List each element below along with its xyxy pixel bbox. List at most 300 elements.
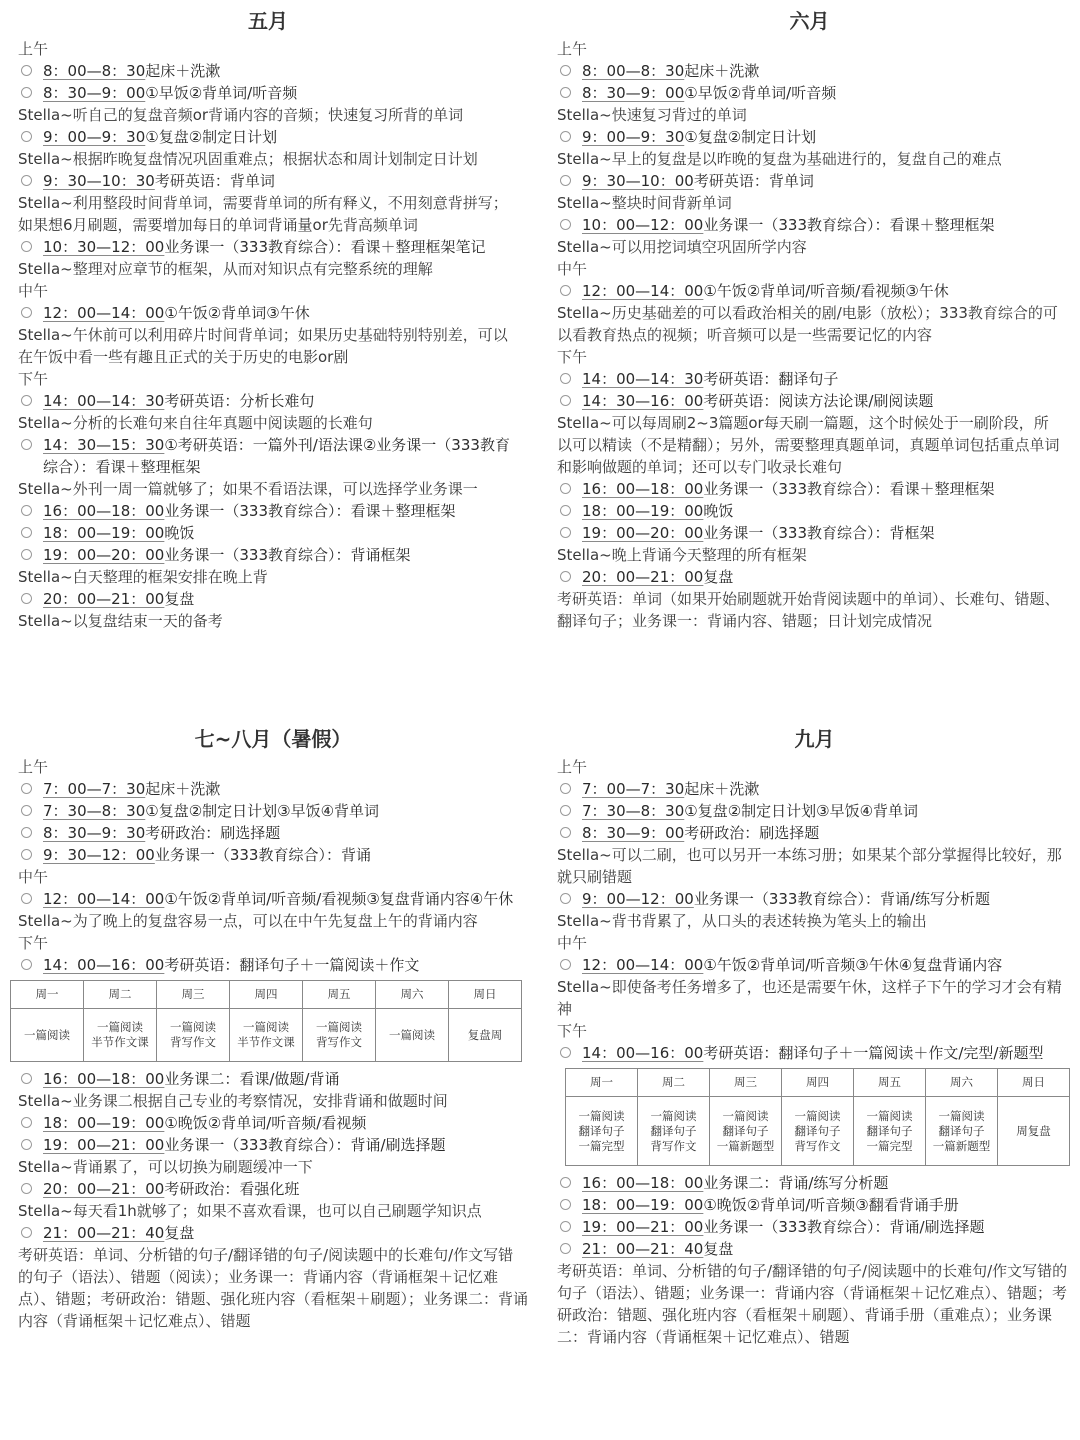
checkbox-circle-icon[interactable] (21, 827, 32, 838)
cell-task: 一篇阅读 (794, 1108, 841, 1123)
tip-note: Stella~晚上背诵今天整理的所有框架 (557, 546, 807, 564)
activity-text: 复盘 (164, 590, 195, 608)
schedule-item-body (43, 888, 528, 910)
checkbox-circle-icon[interactable] (560, 893, 571, 904)
checkbox-circle-icon[interactable] (560, 219, 571, 230)
time-of-day-heading: 上午 (18, 758, 49, 776)
schedule-item (18, 302, 518, 324)
schedule-item-body (582, 954, 1072, 976)
activity-text: 业务课一（333教育综合）：背诵框架 (164, 546, 411, 564)
activity-text: ①早饭②背单词/听音频 (684, 84, 837, 102)
month-title: 七~八月（暑假） (194, 727, 352, 751)
tip-note: Stella~业务课二根据自己专业的考察情况，安排背诵和做题时间 (18, 1092, 448, 1110)
schedule-item-body (582, 280, 1062, 302)
time-range: 14：00—14：30 (582, 370, 704, 388)
checkbox-circle-icon[interactable] (560, 805, 571, 816)
time-range: 7：30—8：30 (43, 802, 146, 820)
cell-task: 一篇阅读 (24, 1027, 70, 1042)
activity-text: 考研政治：看强化班 (164, 1180, 300, 1198)
tip-note: Stella~早上的复盘是以昨晚的复盘为基础进行的，复盘自己的难点 (557, 150, 1002, 168)
table-cell (303, 1009, 376, 1062)
activity-text: 业务课一（333教育综合）：看课＋整理框架 (703, 216, 995, 234)
cell-task: 一篇新题型 (716, 1138, 775, 1153)
tip-note: Stella~背书背累了，从口头的表述转换为笔头上的输出 (557, 912, 927, 930)
schedule-item (18, 434, 518, 478)
checkbox-circle-icon[interactable] (21, 593, 32, 604)
checkbox-circle-icon[interactable] (21, 527, 32, 538)
schedule-item (18, 954, 528, 976)
time-range: 19：00—21：00 (43, 1136, 165, 1154)
schedule-item-body (43, 82, 518, 104)
schedule-item-body (43, 522, 518, 544)
checkbox-circle-icon[interactable] (560, 373, 571, 384)
activity-text: ①复盘②制定日计划③早饭④背单词 (145, 802, 380, 820)
schedule-item-body (43, 390, 518, 412)
cell-task: 一篇阅读 (389, 1027, 435, 1042)
schedule-item (18, 1178, 528, 1200)
schedule-item-body (43, 236, 518, 258)
checkbox-circle-icon[interactable] (560, 131, 571, 142)
schedule-item (18, 822, 528, 844)
schedule-item (18, 1222, 528, 1244)
checkbox-circle-icon[interactable] (21, 505, 32, 516)
activity-text: ①午饭②背单词/听音频③午休④复盘背诵内容 (703, 956, 1003, 974)
cell-task: 一篇新题型 (932, 1138, 991, 1153)
time-of-day-heading: 下午 (557, 348, 588, 366)
time-range: 18：00—19：00 (43, 524, 165, 542)
cell-task: 背写作文 (650, 1138, 697, 1153)
weekday-header: 周三 (157, 981, 230, 1009)
checkbox-circle-icon[interactable] (21, 395, 32, 406)
cell-task: 一篇阅读 (578, 1108, 625, 1123)
checkbox-circle-icon[interactable] (560, 87, 571, 98)
checkbox-circle-icon[interactable] (21, 783, 32, 794)
schedule-item (557, 500, 1062, 522)
checkbox-circle-icon[interactable] (21, 307, 32, 318)
weekday-header: 周日 (449, 981, 522, 1009)
checkbox-circle-icon[interactable] (560, 1243, 571, 1254)
cell-task: 半节作文课 (237, 1035, 295, 1049)
time-range: 18：00—19：00 (43, 1114, 165, 1132)
checkbox-circle-icon[interactable] (21, 893, 32, 904)
cell-task: 翻译句子 (938, 1123, 985, 1138)
activity-text: 业务课一（333教育综合）：背诵 (154, 846, 371, 864)
schedule-item-body (43, 126, 518, 148)
activity-text: ①早饭②背单词/听音频 (145, 84, 298, 102)
table-cell (782, 1097, 854, 1166)
schedule-item (18, 500, 518, 522)
tip-note: Stella~每天看1h就够了；如果不喜欢看课，也可以自己刷题学知识点 (18, 1202, 482, 1220)
activity-text: 业务课一（333教育综合）：看课＋整理框架 (703, 480, 995, 498)
table-row (566, 1097, 1070, 1166)
checkbox-circle-icon[interactable] (21, 849, 32, 860)
schedule-item-body (43, 1222, 528, 1244)
weekday-header: 周六 (926, 1069, 998, 1097)
tip-note: Stella~午休前可以利用碎片时间背单词；如果历史基础特别特别差，可以在午饭中看一些有趣且正式的关于历史的电影or剧 (18, 326, 508, 366)
time-range: 20：00—21：00 (582, 568, 704, 586)
weekday-header: 周一 (11, 981, 84, 1009)
activity-text: 业务课一（333教育综合）：背诵/刷选择题 (703, 1218, 985, 1236)
schedule-item (557, 1194, 1072, 1216)
activity-text: 考研英语：分析长难句 (164, 392, 315, 410)
checkbox-circle-icon[interactable] (560, 65, 571, 76)
activity-text: ①午饭②背单词③午休 (164, 304, 310, 322)
schedule-item-body (43, 544, 518, 566)
time-of-day-heading: 中午 (18, 868, 49, 886)
checkbox-circle-icon[interactable] (560, 527, 571, 538)
time-range: 14：30—15：30 (43, 436, 165, 454)
time-of-day-heading: 中午 (557, 934, 588, 952)
time-of-day-heading: 上午 (557, 758, 588, 776)
checkbox-circle-icon[interactable] (21, 959, 32, 970)
table-row (11, 1009, 522, 1062)
time-range: 16：00—18：00 (43, 502, 165, 520)
cell-task: 一篇完型 (578, 1138, 625, 1153)
schedule-item-body (582, 478, 1062, 500)
schedule-item-body (43, 170, 518, 192)
activity-text: 起床＋洗漱 (145, 780, 221, 798)
cell-task: 翻译句子 (722, 1123, 769, 1138)
cell-task: 翻译句子 (578, 1123, 625, 1138)
cell-task: 一篇阅读 (170, 1020, 216, 1034)
weekday-header: 周日 (998, 1069, 1070, 1097)
schedule-item-body (582, 60, 1062, 82)
weekday-header: 周三 (710, 1069, 782, 1097)
schedule-item-body (43, 1068, 528, 1090)
activity-text: 考研英语：翻译句子＋一篇阅读＋作文 (164, 956, 420, 974)
checkbox-circle-icon[interactable] (560, 827, 571, 838)
time-range: 10：00—12：00 (582, 216, 704, 234)
tip-note: Stella~分析的长难句来自往年真题中阅读题的长难句 (18, 414, 373, 432)
schedule-item (18, 888, 528, 910)
schedule-item-body (43, 302, 518, 324)
time-range: 21：00—21：40 (43, 1224, 165, 1242)
schedule-item (557, 1042, 1072, 1064)
table-cell (230, 1009, 303, 1062)
activity-text: 业务课一（333教育综合）：背诵/练写分析题 (693, 890, 990, 908)
checkbox-circle-icon[interactable] (560, 1221, 571, 1232)
cell-task: 背写作文 (170, 1035, 216, 1049)
schedule-item-body (582, 1216, 1072, 1238)
time-range: 9：00—12：00 (582, 890, 694, 908)
time-range: 9：00—9：30 (582, 128, 685, 146)
schedule-item-body (43, 954, 528, 976)
activity-text: 复盘 (703, 568, 734, 586)
checkbox-circle-icon[interactable] (21, 1139, 32, 1150)
tip-note: Stella~可以用挖词填空巩固所学内容 (557, 238, 807, 256)
checkbox-circle-icon[interactable] (21, 131, 32, 142)
schedule-item (18, 544, 518, 566)
checkbox-circle-icon[interactable] (560, 959, 571, 970)
activity-text: 复盘 (164, 1224, 195, 1242)
cell-task: 翻译句子 (794, 1123, 841, 1138)
tip-note: Stella~整块时间背新单词 (557, 194, 732, 212)
activity-text: 考研政治：刷选择题 (684, 824, 820, 842)
schedule-item (557, 822, 1072, 844)
table-cell (998, 1097, 1070, 1166)
time-range: 7：30—8：30 (582, 802, 685, 820)
time-range: 9：30—10：30 (43, 172, 155, 190)
table-cell (854, 1097, 926, 1166)
activity-text: 业务课二：看课/做题/背诵 (164, 1070, 340, 1088)
schedule-item (557, 280, 1062, 302)
tip-note: Stella~快速复习背过的单词 (557, 106, 747, 124)
checkbox-circle-icon[interactable] (560, 1199, 571, 1210)
weekday-header: 周六 (376, 981, 449, 1009)
schedule-item (557, 954, 1072, 976)
checkbox-circle-icon[interactable] (560, 285, 571, 296)
time-range: 14：00—16：00 (582, 1044, 704, 1062)
schedule-item-body (582, 1172, 1072, 1194)
schedule-item-body (582, 522, 1062, 544)
time-range: 9：30—12：00 (43, 846, 155, 864)
activity-text: ①午饭②背单词/听音频/看视频③复盘背诵内容④午休 (164, 890, 514, 908)
checkbox-circle-icon[interactable] (21, 805, 32, 816)
time-of-day-heading: 中午 (557, 260, 588, 278)
time-of-day-heading: 上午 (18, 40, 49, 58)
schedule-item-body (43, 500, 518, 522)
table-cell (157, 1009, 230, 1062)
time-range: 9：30—10：00 (582, 172, 694, 190)
time-range: 16：00—18：00 (43, 1070, 165, 1088)
tip-note: 考研英语：单词（如果开始刷题就开始背阅读题中的单词）、长难句、错题、翻译句子；业务课一：背诵内容、错题；日计划完成情况 (557, 590, 1060, 630)
schedule-item (557, 1172, 1072, 1194)
schedule-item (18, 800, 528, 822)
time-range: 18：00—19：00 (582, 1196, 704, 1214)
tip-note: Stella~即使备考任务增多了，也还是需要午休，这样子下午的学习才会有精神 (557, 978, 1062, 1018)
schedule-item-body (43, 60, 518, 82)
activity-text: ①晚饭②背单词/听音频③翻看背诵手册 (703, 1196, 959, 1214)
weekday-header: 周四 (230, 981, 303, 1009)
table-cell (376, 1009, 449, 1062)
activity-text: 业务课一（333教育综合）：看课＋整理框架 (164, 502, 456, 520)
table-cell (566, 1097, 638, 1166)
activity-text: 考研英语：阅读方法论课/刷阅读题 (703, 392, 934, 410)
schedule-item (18, 588, 518, 610)
tip-note: Stella~外刊一周一篇就够了；如果不看语法课，可以选择学业务课一 (18, 480, 478, 498)
schedule-item-body (582, 214, 1062, 236)
cell-task: 背写作文 (316, 1035, 362, 1049)
schedule-item (557, 566, 1062, 588)
cell-task: 复盘周 (467, 1027, 503, 1042)
time-range: 19：00—21：00 (582, 1218, 704, 1236)
schedule-item (18, 170, 518, 192)
schedule-item-body (43, 1134, 528, 1156)
activity-text: 业务课一（333教育综合）：看课＋整理框架笔记 (164, 238, 486, 256)
checkbox-circle-icon[interactable] (21, 175, 32, 186)
july-august-schedule (18, 722, 528, 1332)
activity-text: 业务课一（333教育综合）：背诵/刷选择题 (164, 1136, 446, 1154)
time-of-day-heading: 下午 (557, 1022, 588, 1040)
schedule-item-body (582, 822, 1072, 844)
month-title: 六月 (789, 9, 830, 33)
activity-text: 复盘 (703, 1240, 734, 1258)
schedule-item (18, 60, 518, 82)
schedule-item (557, 82, 1062, 104)
schedule-item-body (43, 1112, 528, 1134)
activity-text: ①复盘②制定日计划③早饭④背单词 (684, 802, 919, 820)
cell-task: 一篇阅读 (243, 1020, 289, 1034)
time-range: 16：00—18：00 (582, 1174, 704, 1192)
table-cell (449, 1009, 522, 1062)
time-range: 12：00—14：00 (43, 304, 165, 322)
time-range: 21：00—21：40 (582, 1240, 704, 1258)
activity-text: ①复盘②制定日计划 (145, 128, 278, 146)
schedule-item (18, 1112, 528, 1134)
checkbox-circle-icon[interactable] (21, 1117, 32, 1128)
cell-task: 一篇阅读 (722, 1108, 769, 1123)
schedule-item-body (582, 1238, 1072, 1260)
cell-task: 一篇完型 (866, 1138, 913, 1153)
tip-note: Stella~可以二刷，也可以另开一本练习册；如果某个部分掌握得比较好，那就只刷错题 (557, 846, 1062, 886)
time-range: 12：00—14：00 (582, 956, 704, 974)
schedule-item-body (43, 844, 528, 866)
schedule-item-body (43, 822, 528, 844)
schedule-item (557, 888, 1072, 910)
schedule-item-body (582, 1042, 1072, 1064)
checkbox-circle-icon[interactable] (21, 1183, 32, 1194)
tip-note: Stella~整理对应章节的框架，从而对知识点有完整系统的理解 (18, 260, 433, 278)
checkbox-circle-icon[interactable] (560, 395, 571, 406)
time-range: 20：00—21：00 (43, 1180, 165, 1198)
tip-note: Stella~听自己的复盘音频or背诵内容的音频；快速复习所背的单词 (18, 106, 464, 124)
time-range: 8：30—9：30 (43, 824, 146, 842)
time-range: 19：00—20：00 (43, 546, 165, 564)
schedule-item (557, 522, 1062, 544)
cell-task: 一篇阅读 (316, 1020, 362, 1034)
activity-text: 晚饭 (164, 524, 195, 542)
tip-note: Stella~白天整理的框架安排在晚上背 (18, 568, 268, 586)
activity-text: 起床＋洗漱 (684, 62, 760, 80)
schedule-item (18, 390, 518, 412)
checkbox-circle-icon[interactable] (560, 1047, 571, 1058)
schedule-item (557, 170, 1062, 192)
schedule-item (557, 800, 1072, 822)
cell-task: 周复盘 (1016, 1123, 1051, 1138)
time-of-day-heading: 下午 (18, 370, 49, 388)
schedule-item (557, 1216, 1072, 1238)
checkbox-circle-icon[interactable] (21, 87, 32, 98)
checkbox-circle-icon[interactable] (21, 1227, 32, 1238)
schedule-item-body (582, 1194, 1072, 1216)
table-header-row (566, 1069, 1070, 1097)
tip-note: 考研英语：单词、分析错的句子/翻译错的句子/阅读题中的长难句/作文写错的句子（语法）、错题；业务课一：背诵内容（背诵框架＋记忆难点）、错题；考研政治：错题、强化班内容（看框架＋刷题）、背诵手册（重难点）；业务课二：背诵内容（背诵框架＋记忆难点）、错题 (557, 1262, 1068, 1346)
tip-note: Stella~历史基础差的可以看政治相关的剧/电影（放松）；333教育综合的可以看教育热点的视频；听音频可以是一些需要记忆的内容 (557, 304, 1058, 344)
table-header-row (11, 981, 522, 1009)
schedule-item-body (582, 126, 1062, 148)
time-range: 8：30—9：00 (582, 824, 685, 842)
cell-task: 半节作文课 (91, 1035, 149, 1049)
activity-text: 业务课一（333教育综合）：背框架 (703, 524, 935, 542)
table-cell (926, 1097, 998, 1166)
time-range: 8：00—8：30 (43, 62, 146, 80)
table-cell (638, 1097, 710, 1166)
schedule-item (18, 1134, 528, 1156)
schedule-item-body (43, 1178, 528, 1200)
schedule-item-body (43, 800, 528, 822)
schedule-item (18, 1068, 528, 1090)
weekday-header: 周一 (566, 1069, 638, 1097)
schedule-item-body (582, 800, 1072, 822)
schedule-item (18, 126, 518, 148)
schedule-item (18, 82, 518, 104)
activity-text: ①午饭②背单词/听音频/看视频③午休 (703, 282, 949, 300)
activity-text: 业务课二：背诵/练写分析题 (703, 1174, 889, 1192)
time-of-day-heading: 上午 (557, 40, 588, 58)
checkbox-circle-icon[interactable] (21, 439, 32, 450)
cell-task: 一篇阅读 (650, 1108, 697, 1123)
cell-task: 一篇阅读 (938, 1108, 985, 1123)
tip-note: Stella~以复盘结束一天的备考 (18, 612, 223, 630)
time-range: 8：00—8：30 (582, 62, 685, 80)
schedule-item (557, 368, 1062, 390)
schedule-item-body (582, 778, 1072, 800)
activity-text: 考研英语：翻译句子 (703, 370, 839, 388)
tip-note: 考研英语：单词、分析错的句子/翻译错的句子/阅读题中的长难句/作文写错的句子（语法）、错题（阅读）；业务课一：背诵内容（背诵框架＋记忆难点）、错题；考研政治：错题、强化班内容（看框架＋刷题）；业务课二：背诵内容（背诵框架＋记忆难点）、错题 (18, 1246, 529, 1330)
time-range: 7：00—7：30 (43, 780, 146, 798)
checkbox-circle-icon[interactable] (21, 1073, 32, 1084)
schedule-item-body (582, 82, 1062, 104)
schedule-item (18, 522, 518, 544)
checkbox-circle-icon[interactable] (560, 505, 571, 516)
time-range: 18：00—19：00 (582, 502, 704, 520)
may-schedule (18, 4, 518, 632)
tip-note: Stella~可以每周刷2~3篇题or每天刷一篇题，这个时候处于一刷阶段，所以可以精读（不是精翻）；另外，需要整理真题单词，真题单词包括重点单词和影响做题的单词；还可以专门收录长难句 (557, 414, 1060, 476)
checkbox-circle-icon[interactable] (560, 483, 571, 494)
table-cell (11, 1009, 84, 1062)
schedule-item-body (582, 566, 1062, 588)
time-range: 14：00—16：00 (43, 956, 165, 974)
cell-task: 翻译句子 (866, 1123, 913, 1138)
schedule-item (18, 844, 528, 866)
september-schedule (557, 722, 1072, 1348)
month-title: 九月 (794, 727, 835, 751)
weekday-header: 周二 (638, 1069, 710, 1097)
time-range: 7：00—7：30 (582, 780, 685, 798)
time-range: 8：30—9：00 (582, 84, 685, 102)
month-title: 五月 (248, 9, 288, 33)
checkbox-circle-icon[interactable] (21, 65, 32, 76)
time-of-day-heading: 下午 (18, 934, 49, 952)
schedule-item-body (582, 888, 1072, 910)
time-range: 12：00—14：00 (582, 282, 704, 300)
activity-text: 起床＋洗漱 (684, 780, 760, 798)
schedule-item (557, 1238, 1072, 1260)
activity-text: 考研英语：背单词 (693, 172, 814, 190)
weekday-header: 周五 (303, 981, 376, 1009)
time-of-day-heading: 中午 (18, 282, 49, 300)
schedule-item (557, 390, 1062, 412)
time-range: 9：00—9：30 (43, 128, 146, 146)
time-range: 10：30—12：00 (43, 238, 165, 256)
checkbox-circle-icon[interactable] (560, 1177, 571, 1188)
schedule-item-body (43, 778, 528, 800)
checkbox-circle-icon[interactable] (21, 241, 32, 252)
time-range: 14：00—14：30 (43, 392, 165, 410)
cell-task: 一篇阅读 (866, 1108, 913, 1123)
schedule-item-body (582, 390, 1062, 412)
checkbox-circle-icon[interactable] (560, 571, 571, 582)
weekly-plan-table (10, 980, 522, 1062)
weekday-header: 周五 (854, 1069, 926, 1097)
schedule-item (18, 778, 528, 800)
weekday-header: 周二 (84, 981, 157, 1009)
checkbox-circle-icon[interactable] (21, 549, 32, 560)
checkbox-circle-icon[interactable] (560, 783, 571, 794)
time-range: 16：00—18：00 (582, 480, 704, 498)
checkbox-circle-icon[interactable] (560, 175, 571, 186)
tip-note: Stella~利用整段时间背单词，需要背单词的所有释义，不用刻意背拼写；如果想6月刷题，需要增加每日的单词背诵量or先背高频单词 (18, 194, 508, 234)
